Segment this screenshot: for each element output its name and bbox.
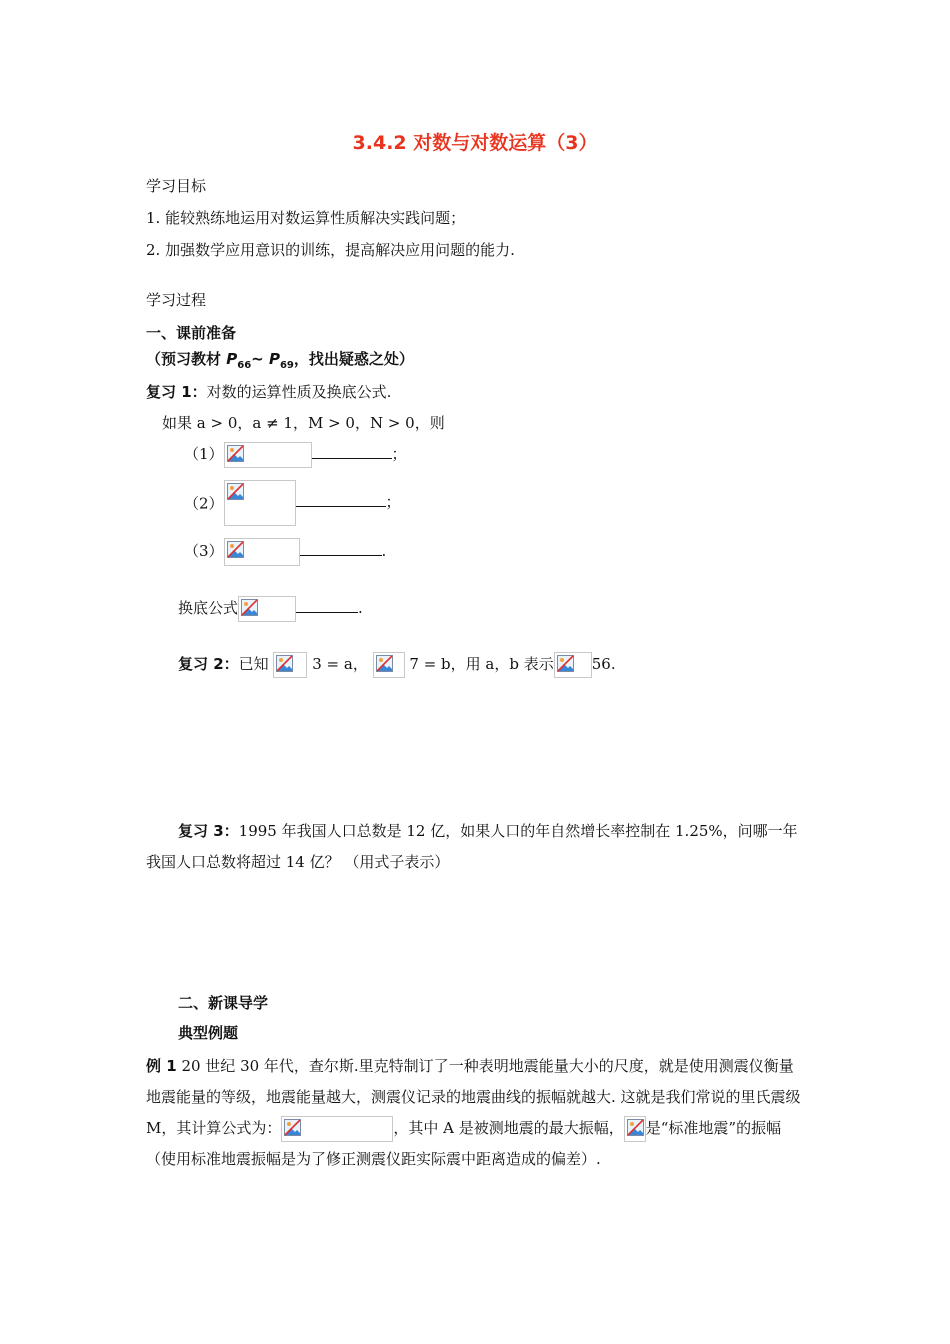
review-3 bbox=[146, 816, 808, 878]
broken-image-icon bbox=[227, 483, 244, 500]
change-base-label: 换底公式 bbox=[178, 599, 239, 617]
change-base-image bbox=[238, 596, 296, 622]
answer-blank-1[interactable] bbox=[312, 444, 392, 459]
review-3-text: 1995 年我国人口总数是 12 亿，如果人口的年自然增长率控制在 1.25%，问哪一年我国人口总数将超过 14 亿？ （用式子表示） bbox=[146, 822, 798, 871]
formula-image-1 bbox=[224, 442, 312, 468]
goals-heading: 学习目标 bbox=[146, 177, 207, 195]
broken-image-icon bbox=[627, 1119, 644, 1136]
broken-image-icon bbox=[376, 655, 393, 672]
item-2-label: （2） bbox=[184, 494, 224, 513]
formula-item-2: （2） ； bbox=[184, 480, 401, 526]
broken-image-icon bbox=[557, 655, 574, 672]
process-heading: 学习过程 bbox=[146, 291, 207, 309]
preview-note: （预习教材 $P_{66}\sim$ $P_{69}$，找出疑惑之处） bbox=[146, 350, 414, 371]
answer-blank-3[interactable] bbox=[300, 541, 382, 556]
log-image-2 bbox=[373, 652, 405, 678]
answer-blank-2[interactable] bbox=[296, 492, 386, 507]
example-1-text-2: ，其中 A 是被测地震的最大振幅， bbox=[393, 1119, 624, 1137]
broken-image-icon bbox=[227, 445, 244, 462]
section-2-heading: 二、新课导学 bbox=[178, 994, 269, 1012]
formula-image-2 bbox=[224, 480, 296, 526]
review-2 bbox=[178, 652, 616, 678]
broken-image-icon bbox=[276, 655, 293, 672]
review-2-label: 复习 2： bbox=[178, 655, 239, 673]
example-1-text: 20 世纪 30 年代，查尔斯.里克特制订了一种表明地震能量大小的尺度，就是使用测震仪衡量地震能量的等级，地震能量越大，测震仪记录的地震曲线的振幅就越大. 这就是我们常说的里氏震级 M，其计算公式为： bbox=[146, 1057, 801, 1137]
formula-image-3 bbox=[224, 538, 300, 566]
goal-item-1: 1. 能较熟练地运用对数运算性质解决实践问题； bbox=[146, 209, 466, 227]
page-title: 3.4.2 对数与对数运算（3） bbox=[352, 132, 598, 154]
review-3-label: 复习 3： bbox=[178, 822, 239, 840]
log-image-1 bbox=[273, 652, 307, 678]
review-1-text: 对数的运算性质及换底公式. bbox=[206, 383, 392, 401]
section-1-heading: 一、课前准备 bbox=[146, 324, 237, 342]
broken-image-icon bbox=[284, 1119, 301, 1136]
review-2-text: 已知 bbox=[238, 655, 269, 673]
review-1 bbox=[146, 381, 391, 402]
log-image-3 bbox=[554, 652, 592, 678]
change-of-base: 换底公式 . bbox=[178, 596, 363, 622]
formula-item-1: （1） ； bbox=[184, 442, 407, 468]
review-2-part-2: 7 = b，用 a，b 表示 bbox=[409, 655, 554, 673]
example-1 bbox=[146, 1051, 808, 1175]
review-2-end: 56. bbox=[591, 655, 616, 673]
formula-item-3: （3） . bbox=[184, 538, 386, 566]
item-3-label: （3） bbox=[184, 542, 224, 560]
broken-image-icon bbox=[227, 541, 244, 558]
richter-formula-image bbox=[281, 1116, 393, 1142]
broken-image-icon bbox=[241, 599, 258, 616]
example-1-text-3: 是“标准地震”的振幅（使用标准地震振幅是为了修正测震仪距实际震中距离造成的偏差）. bbox=[146, 1119, 782, 1168]
a0-image bbox=[624, 1116, 646, 1142]
goal-item-2: 2. 加强数学应用意识的训练，提高解决应用问题的能力. bbox=[146, 241, 515, 259]
item-1-label: （1） bbox=[184, 445, 224, 463]
examples-heading: 典型例题 bbox=[178, 1024, 239, 1042]
review-1-label: 复习 1： bbox=[146, 383, 207, 401]
condition-text: 如果 a > 0，a ≠ 1，M > 0，N > 0，则 bbox=[162, 414, 445, 432]
example-1-label: 例 1 bbox=[146, 1057, 177, 1075]
review-2-part-1: 3 = a， bbox=[312, 655, 368, 673]
change-base-blank[interactable] bbox=[296, 598, 358, 613]
